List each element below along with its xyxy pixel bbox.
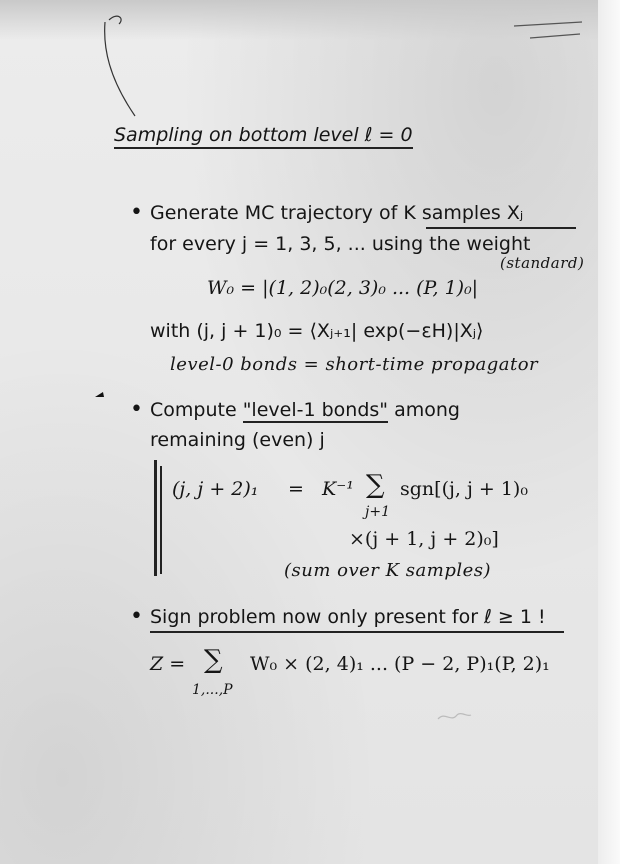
z-sum-symbol: ∑ bbox=[204, 645, 223, 675]
z-rhs: W₀ × (2, 4)₁ ... (P − 2, P)₁(P, 2)₁ bbox=[250, 653, 550, 675]
bullet1-line1: Generate MC trajectory of K samples Xⱼ bbox=[150, 202, 524, 224]
margin-bar-left bbox=[154, 460, 157, 576]
weight-equation: W₀ = |(1, 2)₀(2, 3)₀ ... (P, 1)₀| bbox=[207, 277, 479, 299]
z-lhs: Z = bbox=[150, 653, 186, 675]
bullet1-line2: for every j = 1, 3, 5, ... using the weight bbox=[150, 233, 531, 255]
bullet-point-1: • bbox=[130, 200, 143, 225]
bullet-point-2: • bbox=[130, 397, 143, 422]
pen-mark-topright bbox=[510, 12, 590, 52]
bullet2-line1-post: among bbox=[388, 399, 460, 421]
sum-symbol: ∑ bbox=[366, 470, 385, 500]
ink-dot bbox=[92, 388, 108, 402]
bond-lhs: (j, j + 2)₁ bbox=[172, 478, 259, 500]
k-inverse: K⁻¹ bbox=[322, 478, 354, 500]
scan-edge-right bbox=[598, 0, 620, 864]
sign-problem-line: Sign problem now only present for ℓ ≥ 1 ! bbox=[150, 606, 546, 628]
bullet2-line1 bbox=[150, 399, 460, 421]
page-title: Sampling on bottom level ℓ = 0 bbox=[114, 124, 413, 149]
margin-bar-right bbox=[160, 466, 162, 574]
bond-line2: ×(j + 1, j + 2)₀] bbox=[349, 528, 499, 550]
bullet2-line1-pre: Compute bbox=[150, 399, 243, 421]
bullet2-line2: remaining (even) j bbox=[150, 429, 325, 451]
sgn-expression: sgn[(j, j + 1)₀ bbox=[400, 478, 528, 500]
bullet-point-3: • bbox=[130, 604, 143, 629]
handwritten-standard-note: (standard) bbox=[500, 254, 585, 272]
pen-mark-topleft bbox=[95, 8, 145, 123]
z-sum-index: 1,...,P bbox=[192, 682, 233, 698]
with-equation: with (j, j + 1)₀ = ⟨Xⱼ₊₁| exp(−εH)|Xⱼ⟩ bbox=[150, 320, 484, 342]
faint-scribble bbox=[435, 705, 475, 727]
sign-problem-underline bbox=[150, 631, 564, 633]
bond-equals: = bbox=[288, 478, 304, 500]
level1-bonds-label: "level-1 bonds" bbox=[242, 399, 389, 421]
sum-index: j+1 bbox=[365, 504, 390, 520]
handwritten-level0-bonds: level-0 bonds = short-time propagator bbox=[170, 354, 539, 375]
handwritten-sum-over-k: (sum over K samples) bbox=[284, 560, 492, 581]
k-samples-underline bbox=[426, 227, 576, 229]
